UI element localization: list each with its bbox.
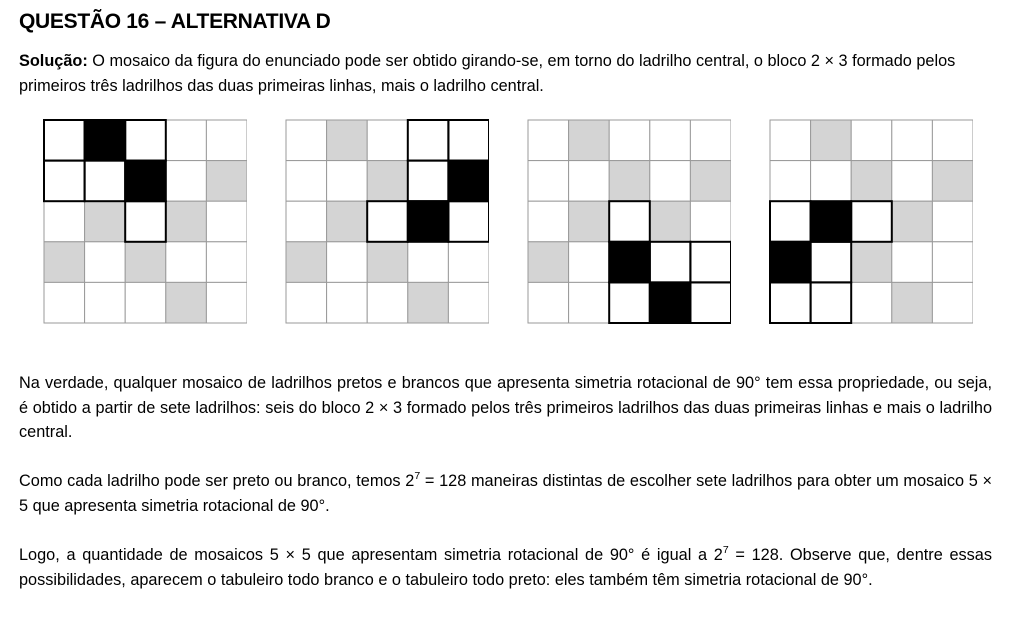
white-tile: [44, 201, 85, 242]
white-tile: [85, 282, 126, 323]
black-tile: [650, 282, 691, 323]
white-tile: [206, 120, 247, 161]
white-tile: [932, 201, 973, 242]
gray-tile: [569, 120, 610, 161]
white-tile: [650, 161, 691, 202]
black-tile: [448, 161, 489, 202]
white-tile: [125, 201, 166, 242]
mosaic-grid-1: [43, 119, 247, 324]
gray-tile: [569, 201, 610, 242]
gray-tile: [44, 242, 85, 283]
white-tile: [690, 242, 731, 283]
black-tile: [408, 201, 449, 242]
white-tile: [206, 201, 247, 242]
white-tile: [650, 120, 691, 161]
gray-tile: [206, 161, 247, 202]
paragraph-conclusion-after: = 128. Observe que, dentre essas possibilidades, aparecem o tabuleiro todo branco e o tabuleiro todo preto: eles também têm simetria rotacional de 90°.: [19, 546, 992, 589]
white-tile: [327, 282, 368, 323]
gray-tile: [286, 242, 327, 283]
black-tile: [609, 242, 650, 283]
white-tile: [528, 161, 569, 202]
mosaic-grid-2: [285, 119, 489, 324]
white-tile: [286, 161, 327, 202]
white-tile: [932, 242, 973, 283]
white-tile: [327, 161, 368, 202]
white-tile: [851, 120, 892, 161]
white-tile: [286, 120, 327, 161]
white-tile: [44, 282, 85, 323]
gray-tile: [892, 282, 933, 323]
white-tile: [166, 120, 207, 161]
black-tile: [125, 161, 166, 202]
white-tile: [811, 161, 852, 202]
paragraph-count-after: = 128 maneiras distintas de escolher sete ladrilhos para obter um mosaico 5 × 5 que apresenta simetria rotacional de 90°.: [19, 472, 992, 515]
solution-paragraph: [19, 49, 992, 98]
white-tile: [650, 242, 691, 283]
white-tile: [286, 201, 327, 242]
white-tile: [44, 120, 85, 161]
white-tile: [448, 201, 489, 242]
mosaic-grid-4: [769, 119, 973, 324]
white-tile: [770, 161, 811, 202]
gray-tile: [528, 242, 569, 283]
gray-tile: [166, 201, 207, 242]
white-tile: [125, 282, 166, 323]
gray-tile: [166, 282, 207, 323]
gray-tile: [811, 120, 852, 161]
solution-label: Solução:: [19, 52, 88, 70]
gray-tile: [650, 201, 691, 242]
gray-tile: [408, 282, 449, 323]
white-tile: [528, 201, 569, 242]
white-tile: [811, 242, 852, 283]
white-tile: [609, 201, 650, 242]
gray-tile: [327, 201, 368, 242]
gray-tile: [125, 242, 166, 283]
white-tile: [166, 161, 207, 202]
white-tile: [448, 242, 489, 283]
white-tile: [569, 242, 610, 283]
white-tile: [569, 282, 610, 323]
white-tile: [448, 120, 489, 161]
white-tile: [932, 282, 973, 323]
paragraph-conclusion-before: Logo, a quantidade de mosaicos 5 × 5 que apresentam simetria rotacional de 90° é igual a 2: [19, 546, 723, 564]
exponent: 7: [414, 469, 421, 482]
exponent: 7: [722, 543, 729, 556]
white-tile: [367, 120, 408, 161]
gray-tile: [367, 242, 408, 283]
white-tile: [44, 161, 85, 202]
white-tile: [569, 161, 610, 202]
white-tile: [286, 282, 327, 323]
white-tile: [932, 120, 973, 161]
white-tile: [206, 242, 247, 283]
gray-tile: [609, 161, 650, 202]
white-tile: [690, 120, 731, 161]
white-tile: [166, 242, 207, 283]
white-tile: [892, 161, 933, 202]
white-tile: [892, 120, 933, 161]
white-tile: [408, 161, 449, 202]
black-tile: [770, 242, 811, 283]
white-tile: [528, 120, 569, 161]
white-tile: [327, 242, 368, 283]
white-tile: [367, 201, 408, 242]
gray-tile: [851, 161, 892, 202]
white-tile: [690, 201, 731, 242]
white-tile: [770, 282, 811, 323]
white-tile: [367, 282, 408, 323]
white-tile: [811, 282, 852, 323]
white-tile: [528, 282, 569, 323]
gray-tile: [367, 161, 408, 202]
white-tile: [770, 120, 811, 161]
paragraph-count: [19, 469, 992, 518]
paragraph-conclusion: [19, 543, 992, 592]
white-tile: [125, 120, 166, 161]
gray-tile: [85, 201, 126, 242]
gray-tile: [690, 161, 731, 202]
gray-tile: [932, 161, 973, 202]
black-tile: [85, 120, 126, 161]
paragraph-count-before: Como cada ladrilho pode ser preto ou branco, temos 2: [19, 472, 415, 490]
white-tile: [408, 242, 449, 283]
white-tile: [609, 282, 650, 323]
white-tile: [85, 161, 126, 202]
white-tile: [448, 282, 489, 323]
gray-tile: [851, 242, 892, 283]
gray-tile: [892, 201, 933, 242]
white-tile: [85, 242, 126, 283]
white-tile: [892, 242, 933, 283]
white-tile: [408, 120, 449, 161]
solution-text: O mosaico da figura do enunciado pode ser obtido girando-se, em torno do ladrilho central, o bloco 2 × 3 formado pelos primeiros três ladrilhos das duas primeiras linhas, mais o ladrilho central.: [19, 52, 956, 95]
white-tile: [206, 282, 247, 323]
white-tile: [609, 120, 650, 161]
white-tile: [851, 201, 892, 242]
paragraph-symmetry: Na verdade, qualquer mosaico de ladrilhos pretos e brancos que apresenta simetria rotacional de 90° tem essa propriedade, ou seja, é obtido a partir de sete ladrilhos: seis do bloco 2 × 3 formado pelos três primeiros ladrilhos das duas primeiras linhas e mais o ladrilho central.: [19, 374, 992, 441]
white-tile: [851, 282, 892, 323]
mosaic-grid-3: [527, 119, 731, 324]
white-tile: [770, 201, 811, 242]
page-title: QUESTÃO 16 – ALTERNATIVA D: [19, 10, 331, 33]
black-tile: [811, 201, 852, 242]
white-tile: [690, 282, 731, 323]
gray-tile: [327, 120, 368, 161]
